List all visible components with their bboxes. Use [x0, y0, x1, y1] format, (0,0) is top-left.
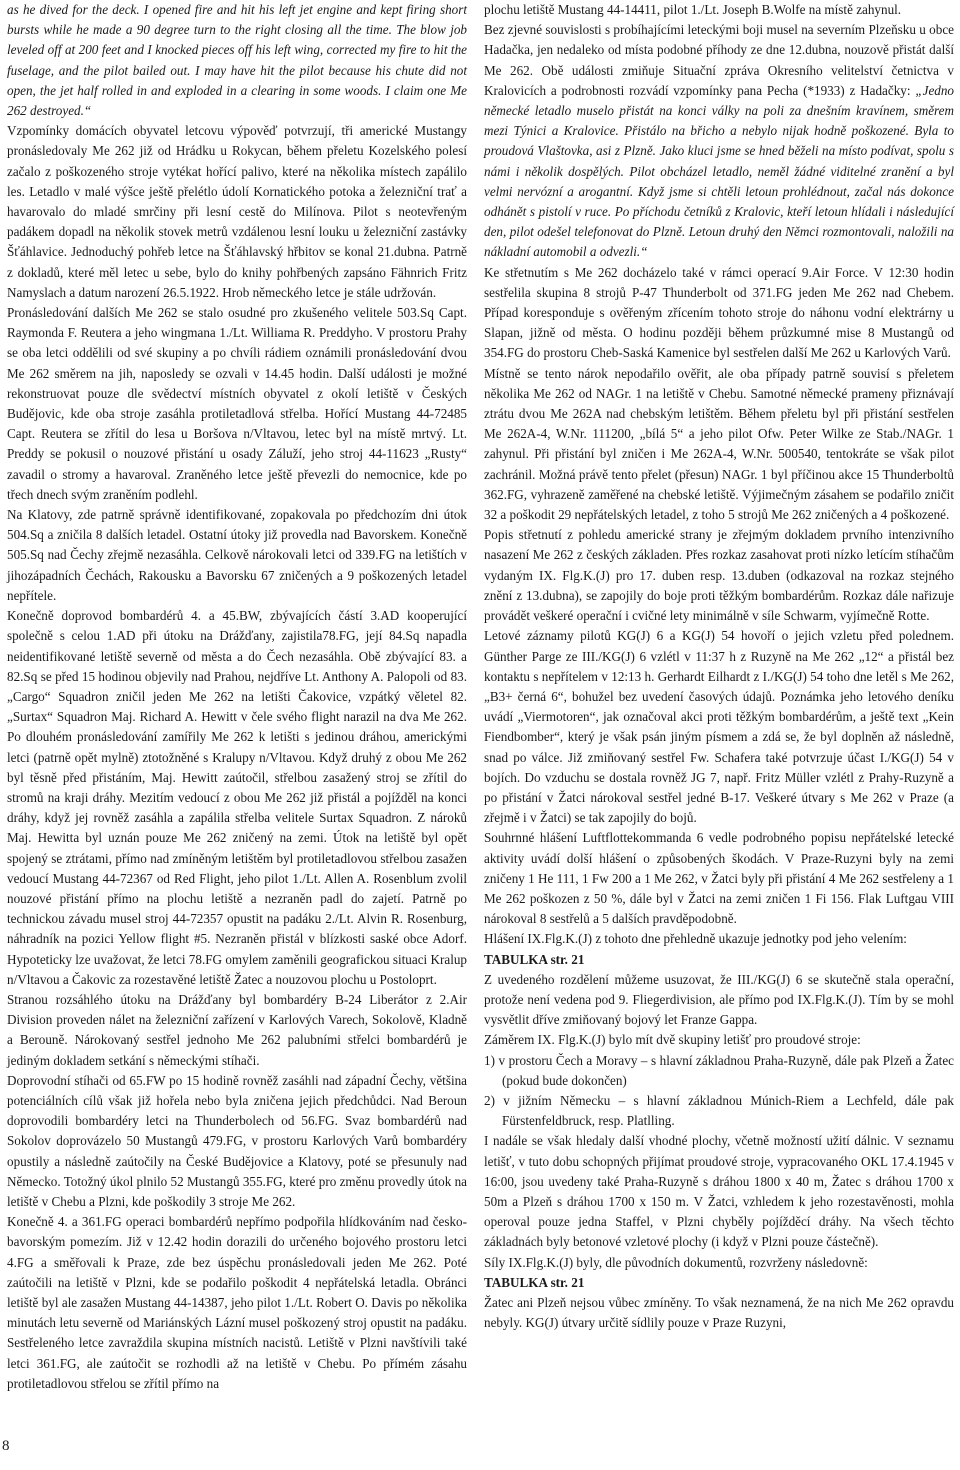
- table-reference: TABULKA str. 21: [484, 1274, 585, 1290]
- list-item: 1) v prostoru Čech a Moravy – s hlavní základnou Praha-Ruzyně, dále pak Plzeň a Žatec (pokud bude dokončen): [484, 1052, 954, 1088]
- body-paragraph: Žatec ani Plzeň nejsou vůbec zmíněny. To však neznamená, že na nich Me 262 opravdu nebyly. KG(J) útvary určitě sídlily pouze v Praze Ruzyni,: [484, 1295, 954, 1331]
- body-paragraph: I nadále se však hledaly další vhodné plochy, včetně možností užití dálnic. V seznamu letišť, v tuto dobu schopných přijímat proudové stroje, vypracovaného OKL 17.4.1945 v 16:00, jsou uvedeny také Praha-Ruzyně s dráhou 1800 x 40 m, Žatec s dráhou 1700 x 50m a Plzeň s dráhou 1700 x 150 m. V Žatci, vzhledem k jeho rozestavěnosti, mohla operoval pouze jedna Staffel, v Plzni chyběly pojížděcí dráhy. Na všech těchto základnách byly betonové vzletové plochy (i když v Plzni pouze částečně).: [484, 1133, 954, 1250]
- english-quote-paragraph: as he dived for the deck. I opened fire and hit his left jet engine and kept firing short bursts while he made a 90 degree turn to the right closing all the time. The blow job leveled off at 200 feet and I knocked pieces off his left wing, corrected my fire to hit the fuselage, and the pilot bailed out. I may have hit the pilot because his chute did not open, the jet half rolled in and exploded in a clearing in some woods. I claim one Me 262 destroyed.“: [7, 2, 467, 119]
- body-paragraph: Místně se tento nárok nepodařilo ověřit, ale oba případy patrně souvisí s přeletem několika Me 262 od NAGr. 1 na letiště v Chebu. Samotné německé prameny přiznávají ztrátu dvou Me 262A nad chebským letištěm. Během přeletu byl při přistání sestřelen Me 262A-4, W.Nr. 111200, „bílá 5“ a jeho pilot Ofw. Peter Wilke ze Stab./NAGr. 1 zahynul. Při přistání byl zničen i Me 262A-4, W.Nr. 500540, tentokráte se však pilot zachránil. Možná právě tento přelet (přesun) NAGr. 1 byl příčinou akce 15 Thunderboltů 362.FG, vyhrazeně zaměřené na chebské letiště. Výjimečným zásahem se podařilo zničit 32 a poškodit 29 nepřátelských letadel, z toho 5 strojů Me 262 zničených a 4 poškozené.: [484, 365, 954, 523]
- body-paragraph: Síly IX.Flg.K.(J) byly, dle původních dokumentů, rozvrženy následovně:: [484, 1254, 868, 1270]
- body-paragraph: Ke střetnutím s Me 262 docházelo také v rámci operací 9.Air Force. V 12:30 hodin sestřelila skupina 8 strojů P-47 Thunderbolt od 371.FG jeden Me 262 nad Chebem. Případ koresponduje s ověřeným zřícením tohoto stroje do náhonu vodní elektrárny u Slapan, jižně od města. O hodinu později během průzkumné mise 8 Mustangů od 354.FG do prostoru Cheb-Saská Kamenice byl sestřelen další Me 262 u Karlových Varů.: [484, 264, 954, 361]
- body-text: Bez zjevné souvislosti s probíhajícími leteckými boji musel na severním Plzeňsku u obce Hadačka, jen nedaleko od místa podobné příhody ze dne 12.dubna, nouzově přistát další Me 262. Obě události zmiňuje Situační zpráva Okresního velitelství četnictva v Kralovicích a podrobnosti rozvádí vzpomínky pana Pecha (*1933) z Hadačky:: [484, 22, 954, 98]
- body-paragraph-with-quote: [484, 20, 954, 262]
- body-paragraph: Vzpomínky domácích obyvatel letcovu výpověď potvrzují, tři americké Mustangy pronásledovaly Me 262 již od Hrádku u Rokycan, během přeletu Kozelského polesí začalo z poškozeného stroje vytékat hořící palivo, které na několika místech zapálilo les. Letadlo v malé výšce ještě přelétlo údolí Kornatického potoka a železniční trať a havarovalo do mladé smrčiny při lesní cestě do Milínova. Pilot s neotevřeným padákem dopadl na několik stovek metrů vzdálenou lesní louku u železniční zastávky Šťáhlavice. Jednoduchý pohřeb letce na Šťáhlavský hřbitov se konal 21.dubna. Patrně z dokladů, které měl letec u sebe, bylo do knihy pohřbených zapsáno Fähnrich Fritz Namyslach a datum narození 26.5.1922. Hrob německého letce je stále udržován.: [7, 123, 467, 300]
- body-paragraph: Popis střetnutí z pohledu americké strany je zřejmým dokladem prvního intenzivního nasazení Me 262 z českých základen. Přes rozkaz zasahovat proti nízko letícím stíhačům vydaným IX. Flg.K.(J) pro 17. duben resp. 13.duben (odkazoval na rozkaz stejného znění z 13.dubna), se zapojily do boje proti těžkým bombardérům. Rozkaz dále nařizuje provádět veškeré operační i cvičné lety minimálně v síle Schwarm, vyjímečně Rotte.: [484, 527, 954, 624]
- body-paragraph: Doprovodní stíhači od 65.FW po 15 hodině rovněž zasáhli nad západní Čechy, většina potenciálních cílů však již hořela nebo byla zničena jejich předchůdci. Nad Beroun doprovodili bombardéry letci na Thunderbolech od 56.FG. Svaz bombardérů nad Sokolov doprovázelo 50 Mustangů 479.FG, v prostoru Karlových Varů bombardéry opustily a následně zaútočily na České Budějovice a Klatovy, poté se přesunuly nad Německo. Totožný úkol plnilo 52 Mustangů 355.FG, které pro změnu provedly útok na letiště v Chebu a Plzni, kde poškodily 3 stroje Me 262.: [7, 1072, 467, 1209]
- body-paragraph: Hlášení IX.Flg.K.(J) z tohoto dne přehledně ukazuje jednotky pod jeho velením:: [484, 931, 907, 947]
- body-paragraph: Na Klatovy, zde patrně správně identifikované, zopakovala po předchozím dni útok 504.Sq a zničila 8 dalších letadel. Ostatní útoky již provedla nad Bavorskem. Konečně 505.Sq nad Čechy zřejmě nezasáhla. Celkově nárokovali letci od 339.FG na letištích v jihozápadních Čechách, Rakousku a Bavorsku 67 zničených a 9 poškozených letadel nepřítele.: [7, 507, 467, 603]
- body-paragraph: Letové záznamy pilotů KG(J) 6 a KG(J) 54 hovoří o jejich vzletu před polednem. Günther Parge ze III./KG(J) 6 vzlétl v 11:37 h z Ruzyně na Me 262 „12“ a přistál bez kontaktu s nepřítelem v 12:13 h. Gerhardt Eilhardt z I./KG(J) 54 toho dne letěl s Me 262, „B3+ černá 6“, bohužel bez uvedení časových údajů. Poznámka jeho letového deníku uvádí „Viermotoren“, jak označoval akci proti těžkým bombardérům, a ještě text „Kein Fiendbomber“, který je však psán jiným písmem a zdá se, že byl doplněn až následně, snad po válce. Již zmiňovaný sestřel Fw. Schafera také potvrzuje účast I./KG(J) 54 v bojích. Do vzduchu se dostala rovněž JG 7, např. Fritz Müller vzlétl z Prahy-Ruzyně a po přistání v Žatci nárokoval sestřel jedné B-17. Veškeré útvary s Me 262 v Praze (a zřejmě i v Žatci) se tak zapojily do bojů.: [484, 628, 954, 826]
- body-paragraph: Z uvedeného rozdělení můžeme usuzovat, že III./KG(J) 6 se skutečně stala operační, protože není vedena pod 9. Fliegerdivision, ale přímo pod IX.Flg.K.(J). Tím by se mohl vysvětlit dříve zmiňovaný bojový let Franze Gappa.: [484, 971, 954, 1028]
- right-column: [484, 0, 954, 1333]
- left-column: [7, 0, 467, 1394]
- list-item: 2) v jižním Německu – s hlavní základnou Múnich-Riem a Lechfeld, dále pak Fürstenfeldbruck, resp. Platlling.: [484, 1092, 954, 1129]
- table-reference: TABULKA str. 21: [484, 951, 585, 967]
- body-paragraph: plochu letiště Mustang 44-14411, pilot 1./Lt. Joseph B.Wolfe na místě zahynul.: [484, 2, 902, 17]
- body-paragraph: Záměrem IX. Flg.K.(J) bylo mít dvě skupiny letišť pro proudové stroje:: [484, 1032, 861, 1048]
- body-paragraph: Konečně doprovod bombardérů 4. a 45.BW, zbývajících částí 3.AD kooperující společně s celou 1.AD při útoku na Drážďany, zajistila78.FG, její 84.Sq napadla neidentifikované letiště severně od města a do Čech nezasáhla. Obě zbývající 83. a 82.Sq se před 15 hodinou objevily nad Prahou, nejdříve Lt. Anthony A. Palopoli od 83. „Cargo“ Squadron zničil jeden Me 262 na letišti Čakovice, vzpátký věletel 82. „Surtax“ Squadron Maj. Richard A. Hewitt v čele svého flight narazil na dva Me 262. Po dlouhém pronásledování zamířily Me 262 k letišti s jedinou dráhou, americkými letci (patrně opět mylně) ztotožněné s Kralupy n/Vltavou. Když druhý z obou Me 262 byl těsně před přistáním, Maj. Hewitt zaútočil, střelbou zasažený stroj se zřítil do stromů na kraji dráhy. Mezitím vedoucí z obou Me 262 již přistál a pojížděl na konci dráhy, když jej rovněž zasáhla a zapálila střelba velitele Surtax Squadron. Z nároků Maj. Hewitta byl uznán pouze Me 262 zničený na zemi. Útok na letiště byl opět spojený se ztrátami, přímo nad zmíněným letištěm byl protiletadlovou střelbou zasažen vedoucí Mustang 44-72367 od Red Flight, jeho pilot 1./Lt. Allen A. Rosenblum zvolil nouzové přistání přímo na plochu letiště a nezraněn padl do zajetí. Patrně po technickou závadu musel stroj 44-72357 opustit na padáku 2./Lt. Alvin R. Rosenburg, náhradník na pozici Yellow flight #5. Nezraněn přistál v blízkosti saské obce Adorf. Hypoteticky lze uvažovat, že letci 78.FG omylem zaměnili geografickou situaci Kralup n/Vltavou a Čakovic za rozestavěné letiště Žatec a nouzovou plochu u Postoloprt.: [7, 608, 467, 987]
- body-paragraph: Pronásledování dalších Me 262 se stalo osudné pro zkušeného velitele 503.Sq Capt. Raymonda F. Reutera a jeho wingmana 1./Lt. Williama R. Preddyho. V prostoru Prahy se oba letci oddělili od své skupiny a po chvíli rádiem oznámili pronásledování dvou Me 262 směrem na jih, naposledy se ozvali v 14.45 hodin. Další události je možné rekonstruovat pouze dle svědectví místních obyvatel z okolí letiště v Českých Budějovic, kde oba stroje zasáhla protiletadlová střelba. Hořící Mustang 44-72485 Capt. Reutera se zřítil do lesa u Boršova n/Vltavou, letec byl na místě mrtvý. Lt. Preddy se pokusil o nouzové přistání u osady Záluží, jeho stroj 44-11623 „Rusty“ zavadil o stromy a havaroval. Zraněného letce ještě převezli do nemocnice, kde po třech dnech svým zraněním podlehl.: [7, 305, 467, 502]
- czech-quote: „Jedno německé letadlo muselo přistát na konci války na poli za dnešním kravínem, směrem mezi Týnici a Kralovice. Přistálo na břicho a nebylo nijak hodně poškozené. Byla to proudová Vlaštovka, asi z Plzně. Jako kluci jsme se hned běželi na místo podívat, spolu s námi i několik dospělých. Pilot obcházel letadlo, neměl žádné viditelné zranění a byl velmi nervózní a arogantní. Když jsme si chtěli letoun prohlédnout, začal nás dokonce odhánět s pistolí v ruce. Po příchodu četníků z Kralovic, kteří letoun hlídali i následující den, pilot odešel telefonovat do Plzně. Letoun druhý den Němci rozmontovali, naložili na nákladní automobil a odvezli.“: [484, 82, 954, 260]
- body-paragraph: Souhrnné hlášení Luftflottekommanda 6 vedle podrobného popisu nepřátelské letecké aktivity uvádí dolší hlášení o způsobených škodách. V Praze-Ruzyni byly na zemi zničeny 1 He 111, 1 Fw 200 a 1 Me 262, v Žatci byly při přistání 4 Me 262 sestřeleny a 1 Me 262 poškozen z 50 %, dále byl v Žatci na zemi zničen 1 Fi 156. Flak Luftgau VIII nárokoval 8 sestřelů a 5 dalších pravděpodobně.: [484, 830, 954, 927]
- page-number: 8: [2, 1438, 10, 1454]
- body-paragraph: Konečně 4. a 361.FG operaci bombardérů nepřímo podpořila hlídkováním nad česko-bavorským pomezím. Již v 12.42 hodin dorazili do určeného bojového prostoru letci 4.FG a směřovali k Praze, zde bez úspěchu pronásledovali jeden Me 262. Poté zaútočili na letiště v Plzni, kde se podařilo poškodit 4 nepřátelská letadla. Obránci letiště byl ale zasažen Mustang 44-14387, jeho pilot 1./Lt. Robert O. Davis po několika minutách letu severně od Mariánských Lázní musel poškozený stroj opustit na padáku. Sestřeleného letce zavraždila skupina místních nacistů. Letiště v Plzni navštívili také letci 361.FG, ale zaútočit se rozhodli až na letiště v Chebu. Po přímém zásahu protiletadlovou střelou se zřítil přímo na: [7, 1214, 467, 1391]
- body-paragraph: Stranou rozsáhlého útoku na Drážďany byl bombardéry B-24 Liberátor z 2.Air Division proveden nálet na železniční zařízení v Karlových Varech, Sokolově, Kladně a Berouně. Nárokovaný sestřel jednoho Me 262 palubními střelci bombardérů je jediným dokladem setkání s německými stíhači.: [7, 991, 467, 1068]
